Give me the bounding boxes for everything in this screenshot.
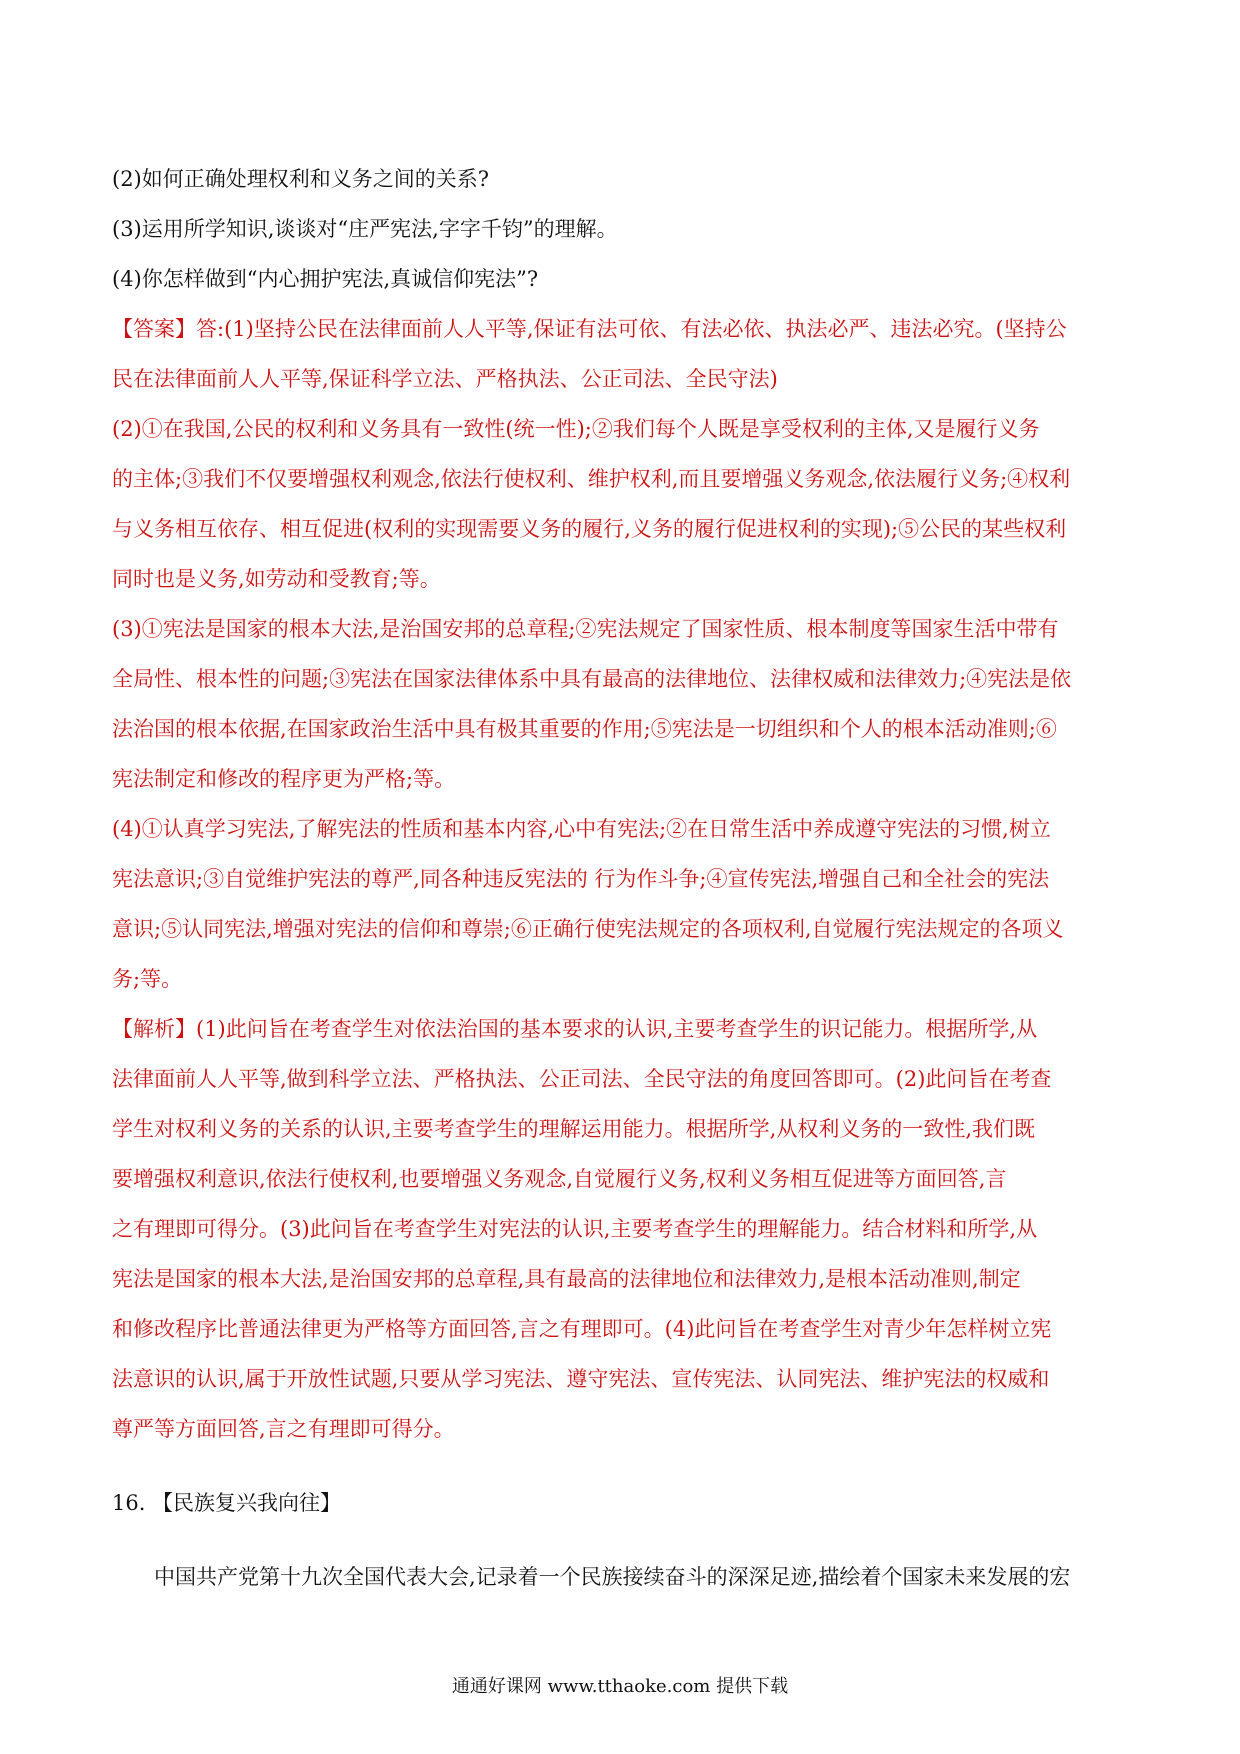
answer-2-line-4: 同时也是义务,如劳动和受教育;等。 [112,567,441,591]
answer-4-line-1: (4)①认真学习宪法,了解宪法的性质和基本内容,心中有宪法;②在日常生活中养成遵守宪法的习惯,树立 [112,817,1051,841]
answer-label: 【答案】 [112,317,196,341]
answer-2-line-3: 与义务相互依存、相互促进(权利的实现需要义务的履行,义务的履行促进权利的实现);⑤公民的某些权利 [112,517,1067,541]
analysis-line-9: 尊严等方面回答,言之有理即可得分。 [112,1417,455,1441]
question-2: (2)如何正确处理权利和义务之间的关系? [112,167,490,191]
page-footer: 通通好课网 www.tthaoke.com 提供下载 [451,1676,789,1697]
analysis-label: 【解析】 [112,1017,196,1041]
answer-2-line-1: (2)①在我国,公民的权利和义务具有一致性(统一性);②我们每个人既是享受权利的主体,又是履行义务 [112,417,1040,441]
answer-3-line-2: 全局性、根本性的问题;③宪法在国家法律体系中具有最高的法律地位、法律权威和法律效力;④宪法是依 [112,667,1072,691]
answer-2-line-2: 的主体;③我们不仅要增强权利观念,依法行使权利、维护权利,而且要增强义务观念,依法履行义务;④权利 [112,467,1071,491]
answer-1-text: 答:(1)坚持公民在法律面前人人平等,保证有法可依、有法必依、执法必严、违法必究。(坚持公 [196,317,1067,341]
question-16-text: 中国共产党第十九次全国代表大会,记录着一个民族接续奋斗的深深足迹,描绘着个国家未来发展的宏 [154,1565,1071,1589]
analysis-line-8: 法意识的认识,属于开放性试题,只要从学习宪法、遵守宪法、宣传宪法、认同宪法、维护宪法的权威和 [112,1367,1050,1391]
answer-4-line-3: 意识;⑤认同宪法,增强对宪法的信仰和尊崇;⑥正确行使宪法规定的各项权利,自觉履行宪法规定的各项义 [112,917,1064,941]
answer-1-line-2: 民在法律面前人人平等,保证科学立法、严格执法、公正司法、全民守法) [112,367,778,391]
section-spacer-2 [112,1528,1124,1552]
question-3: (3)运用所学知识,谈谈对“庄严宪法,字字千钧”的理解。 [112,217,618,241]
answer-4-line-4: 务;等。 [112,967,183,991]
analysis-line-2: 法律面前人人平等,做到科学立法、严格执法、公正司法、全民守法的角度回答即可。(2)此问旨在考查 [112,1067,1052,1091]
question-16-title: 【民族复兴我向往】 [152,1491,341,1515]
analysis-line-4: 要增强权利意识,依法行使权利,也要增强义务观念,自觉履行义务,权利义务相互促进等方面回答,言 [112,1167,1007,1191]
analysis-line-7: 和修改程序比普通法律更为严格等方面回答,言之有理即可。(4)此问旨在考查学生对青少年怎样树立宪 [112,1317,1052,1341]
question-4: (4)你怎样做到“内心拥护宪法,真诚信仰宪法”? [112,267,539,291]
analysis-line-3: 学生对权利义务的关系的认识,主要考查学生的理解运用能力。根据所学,从权利义务的一致性,我们既 [112,1117,1036,1141]
page-content [112,154,1124,1602]
section-spacer [112,1454,1124,1478]
answer-3-line-4: 宪法制定和修改的程序更为严格;等。 [112,767,456,791]
analysis-line-5: 之有理即可得分。(3)此问旨在考查学生对宪法的认识,主要考查学生的理解能力。结合材料和所学,从 [112,1217,1038,1241]
question-16-heading [112,1478,1124,1528]
answer-3-line-3: 法治国的根本依据,在国家政治生活中具有极其重要的作用;⑤宪法是一切组织和个人的根本活动准则;⑥ [112,717,1057,741]
analysis-line-6: 宪法是国家的根本大法,是治国安邦的总章程,具有最高的法律地位和法律效力,是根本活动准则,制定 [112,1267,1021,1291]
answer-1-line-1 [112,304,1124,354]
analysis-text: (1)此问旨在考查学生对依法治国的基本要求的认识,主要考查学生的识记能力。根据所学,从 [196,1017,1038,1041]
analysis-line-1 [112,1004,1124,1054]
question-16-number: 16. [112,1491,146,1515]
answer-4-line-2: 宪法意识;③自觉维护宪法的尊严,同各种违反宪法的 行为作斗争;④宣传宪法,增强自己和全社会的宪法 [112,867,1050,891]
answer-3-line-1: (3)①宪法是国家的根本大法,是治国安邦的总章程;②宪法规定了国家性质、根本制度等国家生活中带有 [112,617,1059,641]
